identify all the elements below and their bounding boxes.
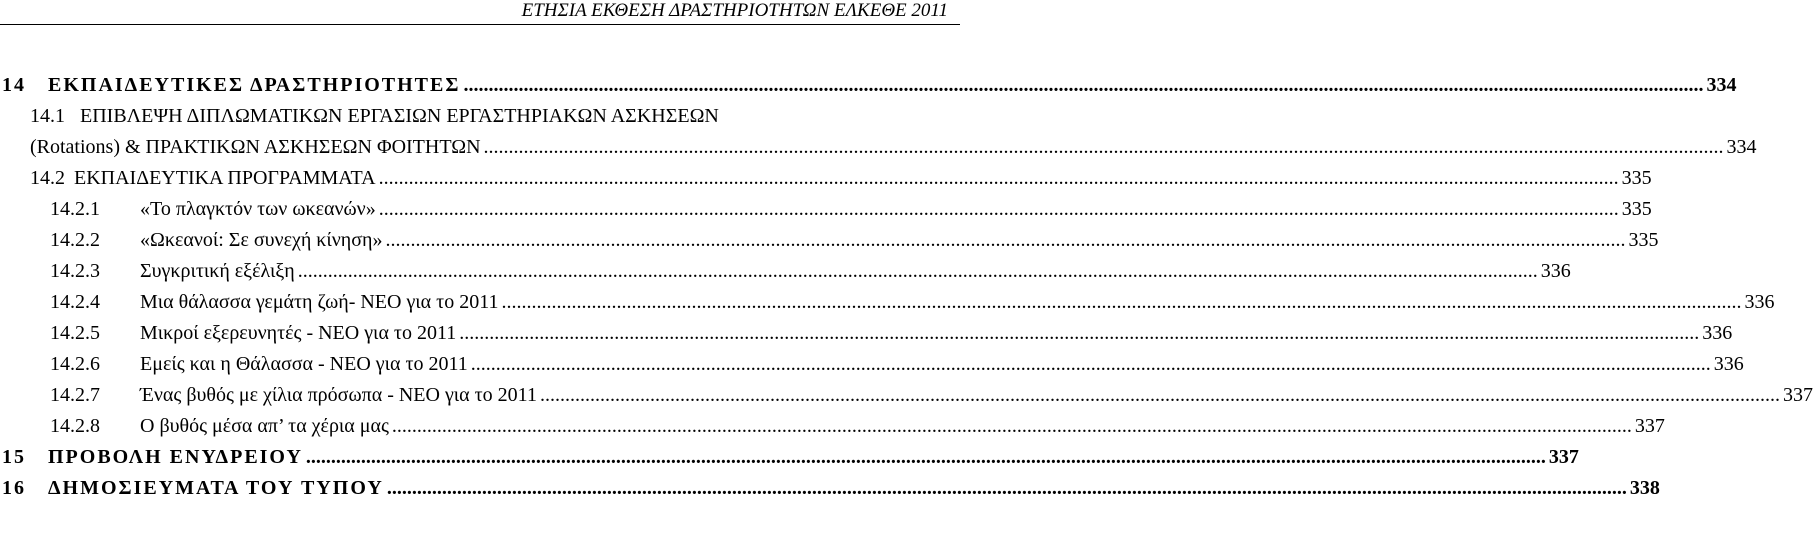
toc-leader-dots: [392, 411, 1632, 442]
toc-entry-page: 336: [1713, 353, 1744, 375]
toc-leader-dots: [501, 287, 1741, 318]
toc-entry-title: «Ωκεανοί: Σε συνεχή κίνηση»: [140, 229, 383, 251]
toc-leader-dots: [463, 70, 1703, 101]
toc-entry-page: 336: [1744, 291, 1775, 313]
running-header: ΕΤΗΣΙΑ ΕΚΘΕΣΗ ΔΡΑΣΤΗΡΙΟΤΗΤΩΝ ΕΛΚΕΘΕ 2011: [521, 0, 948, 21]
toc-entry-page: 338: [1629, 477, 1660, 499]
toc-entry-number: 14.2: [30, 167, 65, 189]
toc-entry-subsection[interactable]: [0, 411, 1665, 442]
toc-entry-page: 336: [1702, 322, 1733, 344]
toc-entry-number: 16: [2, 477, 26, 499]
toc-entry-title: Μια θάλασσα γεμάτη ζωή- ΝΕΟ για το 2011: [140, 291, 499, 313]
toc-entry-page: 335: [1621, 198, 1652, 220]
toc-entry-page: 335: [1621, 167, 1652, 189]
toc-leader-dots: [540, 380, 1780, 411]
toc-entry-number: 14.2.1: [50, 198, 100, 220]
toc-entry-page: 335: [1628, 229, 1659, 251]
toc-entry-subsection[interactable]: [0, 225, 1659, 256]
toc-entry-chapter-16[interactable]: [0, 473, 1660, 504]
toc-entry-page: 336: [1540, 260, 1571, 282]
toc-entry-number: 14.2.4: [50, 291, 100, 313]
toc-entry-number: 14.2.5: [50, 322, 100, 344]
toc-leader-dots: [459, 318, 1699, 349]
toc-entry-subsection[interactable]: [0, 287, 1775, 318]
toc-entry-subsection[interactable]: [0, 194, 1652, 225]
toc-entry-chapter-14[interactable]: [0, 70, 1737, 101]
toc-entry-section-14-1-line1[interactable]: [0, 101, 948, 132]
toc-entry-subsection[interactable]: [0, 380, 1813, 411]
toc-entry-number: 14.2.8: [50, 415, 100, 437]
toc-entry-number: 14.2.6: [50, 353, 100, 375]
toc-entry-page: 337: [1782, 384, 1813, 406]
toc-entry-number: 14.2.2: [50, 229, 100, 251]
toc-entry-subsection[interactable]: [0, 256, 1571, 287]
toc-entry-number: 14.2.3: [50, 260, 100, 282]
toc-entry-title: Ένας βυθός με χίλια πρόσωπα - ΝΕΟ για το 2011: [140, 384, 537, 406]
toc-entry-title: Συγκριτική εξέλιξη: [140, 260, 295, 282]
toc-entry-title: ΠΡΟΒΟΛΗ ΕΝΥΔΡΕΙΟΥ: [48, 446, 303, 468]
toc-entry-section-14-2[interactable]: [0, 163, 1652, 194]
toc-entry-number: 14.1: [30, 105, 65, 127]
toc-leader-dots: [306, 442, 1546, 473]
toc-entry-page: 337: [1634, 415, 1665, 437]
toc-entry-title: Εμείς και η Θάλασσα - ΝΕΟ για το 2011: [140, 353, 468, 375]
toc-leader-dots: [484, 132, 1724, 163]
toc-entry-page: 334: [1706, 74, 1737, 96]
toc-entry-title: ΕΠΙΒΛΕΨΗ ΔΙΠΛΩΜΑΤΙΚΩΝ ΕΡΓΑΣΙΩΝ ΕΡΓΑΣΤΗΡΙΑΚΩΝ ΑΣΚΗΣΕΩΝ: [80, 105, 719, 127]
toc-entry-number: 14: [2, 74, 26, 96]
toc-entry-title: Ο βυθός μέσα απ’ τα χέρια μας: [140, 415, 389, 437]
toc-entry-title-continued: (Rotations) & ΠΡΑΚΤΙΚΩΝ ΑΣΚΗΣΕΩΝ ΦΟΙΤΗΤΩΝ: [30, 136, 481, 158]
toc-leader-dots: [298, 256, 1538, 287]
table-of-contents: [0, 70, 1813, 504]
toc-entry-subsection[interactable]: [0, 318, 1733, 349]
toc-entry-chapter-15[interactable]: [0, 442, 1579, 473]
toc-entry-title: Μικροί εξερευνητές - ΝΕΟ για το 2011: [140, 322, 457, 344]
toc-entry-title: ΕΚΠΑΙΔΕΥΤΙΚΕΣ ΔΡΑΣΤΗΡΙΟΤΗΤΕΣ: [48, 74, 461, 96]
toc-entry-page: 334: [1726, 136, 1757, 158]
toc-entry-subsection[interactable]: [0, 349, 1744, 380]
toc-leader-dots: [471, 349, 1711, 380]
toc-entry-section-14-1-line2[interactable]: [0, 132, 1757, 163]
toc-entry-number: 15: [2, 446, 26, 468]
toc-leader-dots: [386, 225, 1626, 256]
toc-entry-number: 14.2.7: [50, 384, 100, 406]
header-rule: [0, 24, 960, 25]
toc-entry-title: ΔΗΜΟΣΙΕΥΜΑΤΑ ΤΟΥ ΤΥΠΟΥ: [48, 477, 384, 499]
toc-entry-page: 337: [1548, 446, 1579, 468]
toc-entry-title: ΕΚΠΑΙΔΕΥΤΙΚΑ ΠΡΟΓΡΑΜΜΑΤΑ: [74, 167, 376, 189]
toc-entry-title: «Το πλαγκτόν των ωκεανών»: [140, 198, 376, 220]
toc-leader-dots: [379, 194, 1619, 225]
toc-leader-dots: [387, 473, 1627, 504]
toc-leader-dots: [379, 163, 1619, 194]
